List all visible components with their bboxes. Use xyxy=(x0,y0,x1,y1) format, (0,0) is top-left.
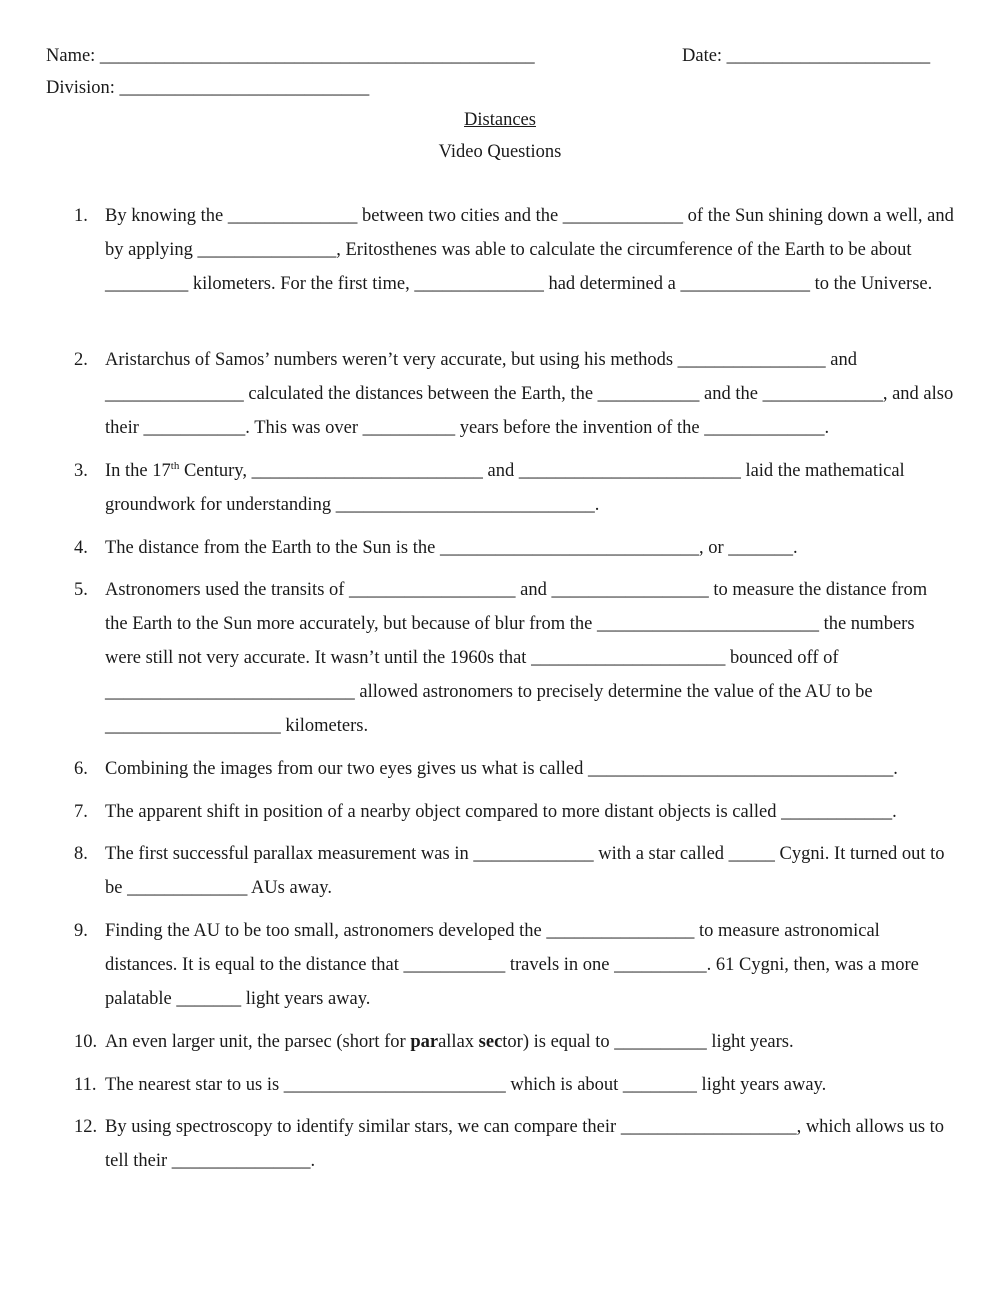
question-text[interactable]: Finding the AU to be too small, astronomers developed the ________________ to measure astronomical distances. It is equal to the distance that ___________ travels in one __________. 61 Cygni, then, was a more palatable _______ light years away. xyxy=(105,921,919,1009)
question-text[interactable]: The distance from the Earth to the Sun is the ____________________________, or _______. xyxy=(105,538,798,558)
question-8 xyxy=(74,837,954,905)
question-3 xyxy=(74,454,954,522)
name-field[interactable]: Name: _______________________________________________ xyxy=(46,46,535,66)
question-text-part: In the 17 xyxy=(105,461,171,481)
question-2 xyxy=(74,343,954,445)
question-number: 8. xyxy=(74,844,88,864)
question-text-part: tor) is equal to __________ light years. xyxy=(502,1032,794,1052)
question-number: 4. xyxy=(74,538,88,558)
question-text[interactable]: By using spectroscopy to identify similar stars, we can compare their ___________________, which allows us to tell their _______________. xyxy=(105,1117,945,1171)
question-number: 1. xyxy=(74,206,88,226)
question-1 xyxy=(74,199,954,301)
page-title: Distances xyxy=(464,110,536,130)
question-text[interactable]: The first successful parallax measurement was in _____________ with a star called _____ Cygni. It turned out to be _____________ AUs away. xyxy=(105,844,945,898)
question-text-part: An even larger unit, the parsec (short for xyxy=(105,1032,411,1052)
question-6 xyxy=(74,752,954,786)
superscript: th xyxy=(170,459,180,472)
question-text[interactable] xyxy=(105,1025,954,1059)
question-number: 9. xyxy=(74,921,88,941)
page-subtitle: Video Questions xyxy=(438,142,562,162)
question-text-part: allax xyxy=(438,1032,479,1052)
date-field[interactable]: Date: ______________________ xyxy=(682,46,931,66)
question-5 xyxy=(74,573,954,743)
question-text[interactable]: The nearest star to us is ________________________ which is about ________ light years away. xyxy=(105,1075,827,1095)
question-text[interactable]: Aristarchus of Samos’ numbers weren’t very accurate, but using his methods ________________ and _______________ calculated the distances between the Earth, the ___________ and the _____________, and also their ___________. This was over __________ years before the invention of the _____________. xyxy=(105,350,954,438)
question-text[interactable]: The apparent shift in position of a nearby object compared to more distant objects is called ____________. xyxy=(105,802,897,822)
question-number: 2. xyxy=(74,350,88,370)
question-10 xyxy=(74,1025,954,1059)
bold-text: par xyxy=(410,1032,439,1052)
question-text[interactable]: Combining the images from our two eyes gives us what is called _________________________________. xyxy=(105,759,898,779)
question-number: 7. xyxy=(74,802,88,822)
division-field[interactable]: Division: ___________________________ xyxy=(46,78,370,98)
question-number: 3. xyxy=(74,461,88,481)
question-11 xyxy=(74,1068,954,1102)
question-text[interactable] xyxy=(105,454,954,522)
question-4 xyxy=(74,531,954,565)
question-number: 5. xyxy=(74,580,88,600)
question-text-part: Century, _________________________ and ________________________ laid the mathematical groundwork for understanding ____________________________. xyxy=(105,461,905,515)
question-number: 6. xyxy=(74,759,88,779)
bold-text: sec xyxy=(478,1032,503,1052)
question-text[interactable]: By knowing the ______________ between two cities and the _____________ of the Sun shining down a well, and by applying _______________, Eritosthenes was able to calculate the circumference of the Earth to be about _________ kilometers. For the first time, ______________ had determined a ______________ to the Universe. xyxy=(105,206,954,294)
question-number: 10. xyxy=(74,1032,98,1052)
question-number: 12. xyxy=(74,1117,98,1137)
question-text[interactable]: Astronomers used the transits of __________________ and _________________ to measure the distance from the Earth to the Sun more accurately, but because of blur from the ________________________ the numbers were still not very accurate. It wasn’t until the 1960s that _____________________ bounced off of ___________________________ allowed astronomers to precisely determine the value of the AU to be ___________________ kilometers. xyxy=(105,580,928,736)
question-7 xyxy=(74,795,954,829)
question-number: 11. xyxy=(74,1075,97,1095)
question-9 xyxy=(74,914,954,1016)
question-12 xyxy=(74,1110,954,1178)
